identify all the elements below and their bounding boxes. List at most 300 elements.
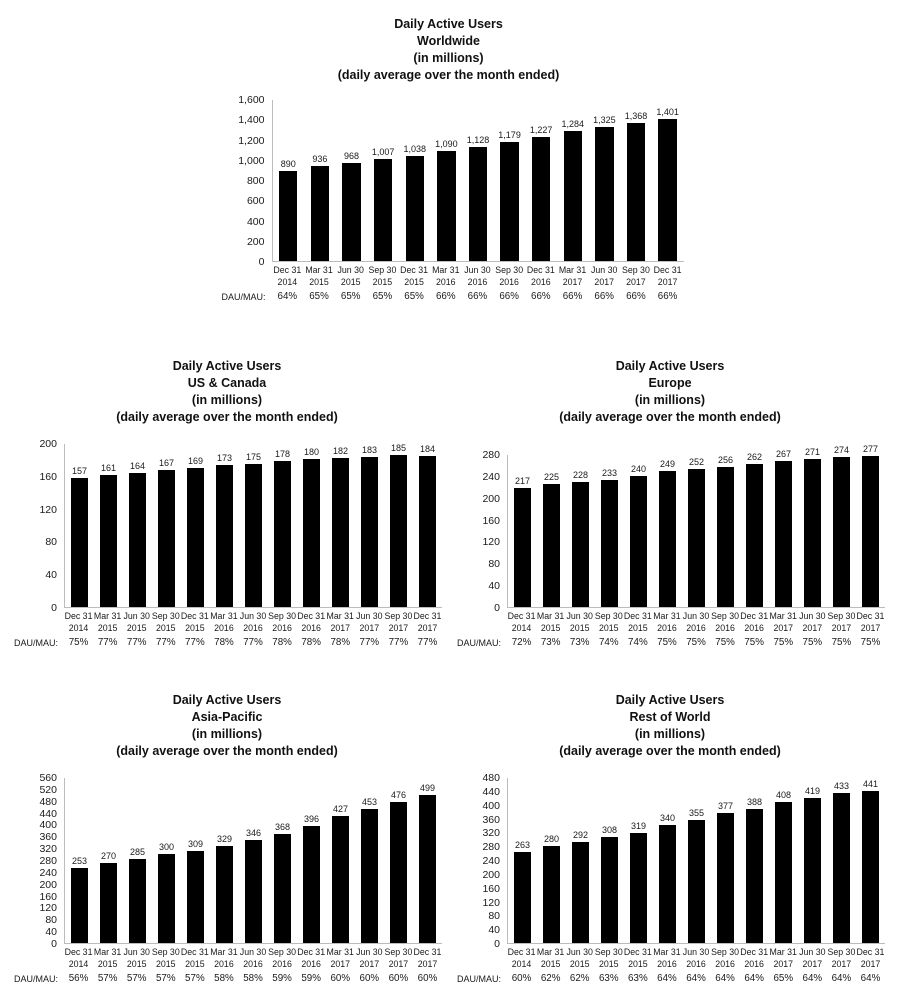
bar-value-label: 1,038 [403,143,426,154]
x-tick-line2: 2015 [155,622,176,633]
x-tick-line2: 2017 [802,622,823,633]
x-tick-line1: Jun 30 [337,265,364,275]
dau-mau-value: 77% [417,637,438,648]
bar [245,840,262,943]
x-axis-labels [214,262,684,288]
bar [274,461,291,607]
bar-column [239,828,268,943]
chart-body [455,771,885,950]
x-tick-line2: 2016 [435,276,456,287]
x-tick-line2: 2017 [562,276,583,287]
x-tick-label [209,944,238,970]
y-tick-label: 40 [45,568,57,581]
dau-mau-value: 77% [126,637,147,648]
bar-column [537,472,566,607]
x-tick-line1: Dec 31 [856,947,885,957]
bar [833,793,850,943]
chart-title: Daily Active Users [172,359,282,373]
bar [303,459,320,607]
chart-body [455,443,885,614]
chart-note-line: (daily average over the month ended) [337,68,560,82]
bar-value-label: 1,227 [529,124,553,135]
dau-mau-value: 64% [831,973,852,984]
chart-units-line: (in millions) [191,393,263,407]
chart-units-line: (in millions) [191,727,263,741]
x-tick-label [740,608,769,634]
bar-column [711,801,740,943]
bar-value-label: 340 [659,813,676,824]
chart-us-canada [12,358,442,648]
bar-column [94,851,123,943]
y-tick-label: 120 [39,503,57,516]
x-tick-line2: 2017 [417,622,438,633]
x-tick-line1: Mar 31 [769,611,797,621]
bar [532,137,550,261]
x-tick-line1: Sep 30 [268,611,297,621]
x-tick-line1: Mar 31 [210,611,238,621]
bar-value-label: 368 [274,821,291,832]
bar [129,473,146,608]
x-tick-line2: 2015 [309,276,329,287]
bar [216,465,233,607]
bar [572,842,589,943]
x-tick-line1: Mar 31 [326,611,354,621]
chart-units-line: (in millions) [634,393,706,407]
bar [158,470,175,607]
bar [71,478,88,607]
x-tick-line1: Sep 30 [711,947,740,957]
x-tick-line1: Jun 30 [356,947,383,957]
x-tick-line1: Dec 31 [64,947,93,957]
bar-value-label: 1,128 [466,134,490,145]
x-tick-line2: 2016 [744,622,764,633]
x-tick-line2: 2016 [657,958,677,969]
bar-column [65,856,94,943]
x-tick-line1: Sep 30 [621,265,650,275]
x-tick-line1: Dec 31 [507,947,536,957]
x-tick-line1: Mar 31 [326,947,354,957]
x-tick-label [151,608,180,634]
bar-column [268,822,297,943]
dau-mau-value: 58% [243,973,263,984]
x-tick-line2: 2017 [860,958,881,969]
bar [419,456,436,607]
x-tick-label [525,262,557,288]
x-tick-label [557,262,589,288]
x-tick-line2: 2016 [301,622,321,633]
y-tick-label: 240 [39,866,57,879]
bar-column [508,840,537,943]
x-tick-label [565,608,594,634]
bar-value-label: 377 [717,800,734,811]
bar [717,813,734,943]
dau-mau-row-label: DAU/MAU: [456,637,501,648]
bar-value-label: 292 [572,830,589,840]
bar-column [653,459,682,607]
y-tick-label: 120 [482,896,500,909]
bar [332,816,349,943]
x-tick-line2: 2016 [214,622,234,633]
y-tick-label: 1,400 [238,114,265,126]
bar-column [384,443,413,607]
x-tick-line2: 2015 [569,622,590,633]
x-tick-line1: Jun 30 [799,947,826,957]
dau-mau-value: 65% [404,291,424,302]
dau-mau-value: 64% [715,973,735,984]
dau-mau-value: 64% [686,973,706,984]
bar-column [740,452,769,607]
y-tick-label: 0 [51,937,57,950]
x-tick-label [398,262,430,288]
x-tick-line1: Mar 31 [769,947,797,957]
x-tick-label [180,608,209,634]
dau-mau-value: 65% [372,291,393,302]
bar [564,131,582,261]
x-tick-label [711,944,740,970]
chart-region-line: Rest of World [629,710,711,724]
bar-column [827,445,856,607]
bar [543,484,560,607]
chart-asia-pacific [12,692,442,984]
x-tick-label [355,944,384,970]
x-tick-line1: Mar 31 [93,611,122,621]
x-tick-line2: 2017 [594,276,614,287]
bar-value-label: 408 [775,789,792,800]
y-tick-label: 40 [488,579,500,592]
chart-region-line: Worldwide [417,34,480,48]
bar-column [123,461,152,608]
dau-mau-value: 66% [531,291,551,302]
bar-value-label: 453 [361,796,378,807]
dau-mau-value: 66% [657,291,678,302]
bar [862,791,879,944]
bar [500,142,518,261]
x-tick-label [209,608,238,634]
bar-column [624,821,653,943]
x-tick-label [536,608,565,634]
dau-mau-value: 60% [359,973,380,984]
x-tick-line2: 2017 [417,958,438,969]
bar [158,854,175,943]
chart-worldwide [214,16,684,302]
bar-column [508,476,537,607]
x-tick-line1: Sep 30 [594,611,623,621]
dau-mau-value: 75% [715,637,735,648]
bar-value-label: 178 [274,449,291,459]
x-tick-line2: 2017 [330,958,351,969]
dau-mau-value: 75% [657,637,677,648]
x-tick-label [93,944,122,970]
x-tick-label [769,944,798,970]
x-tick-label [268,944,297,970]
x-tick-line2: 2017 [860,622,881,633]
x-tick-line2: 2017 [626,276,646,287]
x-tick-line1: Sep 30 [268,947,297,957]
bar [746,464,763,607]
bar-column [537,834,566,943]
y-tick-label: 160 [482,514,500,527]
bar [390,455,407,607]
dau-mau-row [455,637,885,648]
y-tick-label: 120 [39,902,57,915]
bar-column [566,830,595,943]
x-tick-label [151,944,180,970]
dau-mau-value: 63% [628,973,648,984]
dau-mau-value: 57% [185,973,205,984]
x-tick-label [620,262,652,288]
bar-value-label: 280 [543,834,560,845]
bar [437,151,455,261]
dau-mau-value: 64% [277,291,298,302]
x-tick-label [367,262,399,288]
x-tick-label [64,944,93,970]
bar-value-label: 217 [514,476,531,487]
bar [514,488,531,607]
x-tick-line1: Dec 31 [740,611,769,621]
bar-value-label: 169 [187,456,204,467]
dau-mau-value: 66% [562,291,583,302]
dau-mau-value: 62% [540,973,561,984]
dau-mau-value: 78% [330,637,351,648]
bar [390,802,407,943]
y-tick-label: 560 [39,771,57,784]
dau-mau-value: 75% [860,637,881,648]
chart-title-block [455,358,885,426]
x-tick-line1: Dec 31 [400,265,429,275]
x-tick-line1: Mar 31 [93,947,122,957]
bar-value-label: 1,179 [498,129,521,140]
chart-units-line: (in millions) [634,727,706,741]
x-tick-label [384,608,413,634]
x-tick-line2: 2015 [598,622,619,633]
y-tick-label: 40 [45,925,57,938]
x-axis-labels [12,944,442,970]
bar-column [589,115,621,261]
dau-mau-value: 66% [626,291,646,302]
bar [216,846,233,944]
bar-column [798,786,827,943]
x-tick-line2: 2017 [388,622,409,633]
bar-value-label: 433 [833,781,850,792]
bar-value-label: 1,007 [371,147,395,157]
x-tick-line2: 2015 [185,622,205,633]
x-tick-line2: 2014 [511,958,532,969]
y-tick-label: 440 [482,785,500,798]
bar-value-label: 346 [245,828,262,839]
bar-column [210,834,239,944]
x-tick-line2: 2016 [243,958,263,969]
y-tick-label: 0 [494,601,500,614]
bar-value-label: 396 [303,813,320,824]
dau-mau-value: 75% [802,637,823,648]
bar-column [682,808,711,943]
x-tick-line1: Dec 31 [297,947,326,957]
dau-mau-value: 64% [802,973,823,984]
x-tick-line2: 2017 [388,958,409,969]
bar-value-label: 164 [129,460,146,471]
x-tick-label [384,944,413,970]
x-tick-line1: Sep 30 [495,265,524,275]
x-tick-line1: Mar 31 [210,947,238,957]
bar-column [566,470,595,607]
y-tick-label: 600 [246,195,265,207]
bar-value-label: 270 [100,851,117,861]
y-tick-label: 320 [39,842,57,855]
x-tick-line2: 2015 [404,276,424,287]
x-tick-label [536,944,565,970]
bar [129,859,146,944]
bar [361,457,378,607]
x-tick-line2: 2015 [569,958,590,969]
chart-title-block [12,692,442,760]
x-tick-line2: 2014 [277,276,298,287]
bar-column [769,449,798,607]
dau-mau-value: 77% [155,637,176,648]
dau-mau-value: 66% [435,291,456,302]
bar-value-label: 180 [303,447,320,458]
x-tick-line1: Sep 30 [384,947,413,957]
bar-column [827,781,856,943]
bar [514,852,531,943]
x-tick-line1: Mar 31 [536,611,565,621]
dau-mau-value: 66% [594,291,615,302]
bar-value-label: 157 [71,466,88,477]
plot-area [507,443,885,608]
bar-column [624,464,653,607]
x-tick-line1: Mar 31 [432,265,460,275]
x-tick-line2: 2016 [301,958,321,969]
bar-value-label: 285 [129,846,146,857]
x-tick-line1: Sep 30 [384,611,413,621]
chart-note-line: (daily average over the month ended) [116,410,338,424]
x-tick-line2: 2014 [68,958,89,969]
x-tick-line1: Jun 30 [239,947,267,957]
bar-column [210,453,239,607]
x-tick-line1: Dec 31 [623,611,652,621]
bar-column [152,842,181,943]
bar [311,166,329,261]
y-tick-label: 200 [482,868,500,881]
dau-mau-value: 75% [744,637,764,648]
bar [630,833,647,943]
bar-column [431,139,463,261]
y-tick-label: 200 [39,437,57,450]
bar-value-label: 419 [804,786,821,797]
y-tick-label: 80 [488,910,500,923]
x-tick-label [297,608,326,634]
y-axis [455,448,507,614]
bar-column [595,825,624,944]
x-tick-line1: Dec 31 [273,265,302,275]
bar-column [595,468,624,607]
bar [833,457,850,607]
bar-value-label: 256 [717,455,734,466]
bar-column [462,135,494,261]
bar-value-label: 308 [601,824,618,835]
bar-value-label: 262 [746,451,763,462]
dau-mau-value: 77% [185,637,205,648]
x-tick-label [740,944,769,970]
dau-mau-value: 74% [598,637,619,648]
bar-column [413,783,442,943]
bar [374,159,392,261]
y-tick-label: 40 [488,923,500,936]
x-tick-line1: Jun 30 [464,265,491,275]
bar [627,123,645,262]
y-tick-label: 160 [482,882,500,895]
bar-value-label: 240 [630,463,647,474]
bar [187,851,204,943]
x-tick-line1: Jun 30 [682,947,710,957]
bar-column [297,814,326,943]
bar [601,480,618,607]
dau-mau-value: 60% [417,973,438,984]
x-tick-line2: 2015 [540,622,561,633]
x-tick-label [413,608,442,634]
bar-column [769,790,798,943]
x-tick-line2: 2015 [340,276,361,287]
x-tick-line1: Jun 30 [566,947,593,957]
x-tick-line1: Dec 31 [180,611,209,621]
bar-column [304,154,336,261]
dau-mau-value: 64% [860,973,881,984]
x-tick-line2: 2015 [155,958,176,969]
x-tick-line1: Jun 30 [682,611,710,621]
bar-value-label: 309 [187,839,204,850]
bar-value-label: 499 [419,783,436,794]
x-tick-line1: Mar 31 [653,611,681,621]
bar-value-label: 1,284 [561,119,585,129]
dau-report-page [0,16,897,1008]
bar-column [273,159,305,261]
dau-mau-value: 72% [511,637,532,648]
dau-mau-value: 65% [340,291,361,302]
x-tick-line2: 2014 [511,622,532,633]
y-tick-label: 160 [39,470,57,483]
dau-mau-value: 59% [272,973,292,984]
x-tick-label [238,944,267,970]
y-tick-label: 400 [482,799,500,812]
x-tick-label [594,944,623,970]
x-tick-label [272,262,304,288]
x-tick-label [594,608,623,634]
y-tick-label: 200 [246,235,265,248]
bar-value-label: 225 [543,472,560,483]
x-tick-line2: 2015 [97,958,118,969]
y-tick-label: 360 [482,813,500,826]
bar-value-label: 183 [361,444,378,455]
x-tick-label [507,608,536,634]
plot-area [64,444,442,608]
x-tick-line1: Jun 30 [799,611,826,621]
dau-mau-value: 60% [388,973,409,984]
chart-region-line: Asia-Pacific [191,710,263,724]
bar-value-label: 252 [688,457,705,468]
x-tick-line2: 2016 [744,958,764,969]
x-tick-line2: 2016 [686,622,706,633]
x-tick-line2: 2017 [802,958,823,969]
bar-value-label: 185 [390,443,407,454]
bar-column [652,107,684,261]
x-tick-label [93,608,122,634]
dau-mau-value: 57% [97,973,118,984]
chart-units-line: (in millions) [413,51,484,65]
chart-rest-of-world [455,692,885,984]
y-tick-label: 520 [39,783,57,796]
dau-mau-row [12,973,442,984]
bar-column [525,125,557,261]
bar-column [399,144,431,261]
